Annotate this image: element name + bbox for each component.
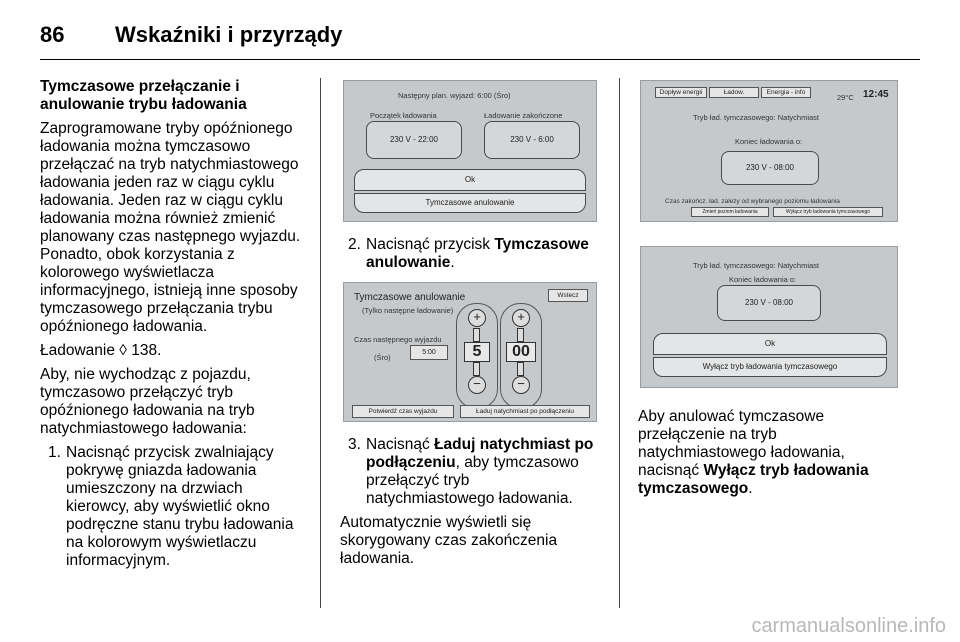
step-button-name: Ładuj natychmiast po podłączeniu <box>366 436 594 471</box>
charge-now-button[interactable]: Ładuj natychmiast po podłączeniu <box>460 405 590 418</box>
step-list <box>340 236 602 272</box>
disable-temp-mode-button[interactable]: Wyłącz tryb ładowania tymczasowego <box>653 357 887 377</box>
back-button[interactable]: Wstecz <box>548 289 588 302</box>
paragraph <box>638 408 900 498</box>
reference-page-link[interactable]: 138 <box>131 342 158 359</box>
charge-end-label: Koniec ładowania o: <box>729 275 797 284</box>
display-screen-charge-plan <box>343 80 597 222</box>
step-number: 2. <box>348 236 361 253</box>
reference-end: . <box>157 342 162 359</box>
paragraph: Zaprogramowane tryby opóźnionego ładowania można tymczasowo przełączać na tryb natychmiastowego ładowania jeden raz w ciągu cyklu ładowania. Jeden raz w ciągu cyklu ładowania można również zmienić planowany czas następnego wyjazdu. Ponadto, obok korzystania z kolorowego wyświetlacza informacyjnego, istnieją inne sposoby tymczasowego przełączania trybu opóźnionego ładowania. <box>40 120 301 335</box>
hour-minus-button[interactable]: − <box>468 376 486 394</box>
temporary-cancel-button[interactable]: Tymczasowe anulowanie <box>354 193 586 213</box>
hour-slider-stem <box>473 362 480 376</box>
ok-button[interactable]: Ok <box>653 333 887 355</box>
list-item <box>340 236 602 272</box>
charge-note: Czas zakończ. ład. zależy od wybranego poziomu ładowania <box>665 198 840 205</box>
charge-end-label: Ładowanie zakończone <box>484 111 563 120</box>
charge-end-value: 230 V - 08:00 <box>717 285 821 321</box>
charge-start-button[interactable]: 230 V - 22:00 <box>366 121 462 159</box>
hour-slider-stem <box>473 328 480 342</box>
watermark: carmanualsonline.info <box>751 615 946 637</box>
charge-end-button[interactable]: 230 V - 6:00 <box>484 121 580 159</box>
screen-subtitle: (Tylko następne ładowanie) <box>362 306 454 315</box>
step-text-end: , aby tymczasowo przełączyć tryb natychmiastowego ładowania. <box>366 454 579 507</box>
charge-end-label: Koniec ładowania o: <box>735 137 803 146</box>
minute-slider-stem <box>517 328 524 342</box>
list-item <box>40 444 310 570</box>
tab-energy-info[interactable]: Energia - info <box>761 87 811 98</box>
ok-button[interactable]: Ok <box>354 169 586 191</box>
step-number: 1. <box>48 444 61 461</box>
section-heading: Tymczasowe przełączanie i anulowanie trybu ładowania <box>40 78 247 113</box>
change-level-button[interactable]: Zmień poziom ładowania <box>691 207 769 217</box>
screen-title: Tymczasowe anulowanie <box>354 292 466 303</box>
charge-end-value: 230 V - 08:00 <box>721 151 819 185</box>
display-screen-charging-status <box>640 80 898 222</box>
tab-charging[interactable]: Ładow. <box>709 87 759 98</box>
minute-digit: 00 <box>506 342 536 362</box>
reference-arrow-icon: ◊ <box>119 342 127 359</box>
step-list <box>40 444 310 570</box>
column-divider <box>320 78 321 608</box>
column-1 <box>40 78 310 570</box>
charge-mode-text: Tryb ład. tymczasowego: Natychmiast <box>693 261 820 270</box>
page-number: 86 <box>40 22 65 47</box>
departure-time-label: Czas następnego wyjazdu <box>354 335 442 344</box>
step-list <box>340 436 602 508</box>
disable-temp-mode-button[interactable]: Wyłącz tryb ładowania tymczasowego <box>773 207 883 217</box>
cross-reference <box>40 342 310 360</box>
next-departure-text: Następny plan. wyjazd: 6:00 (Śro) <box>398 91 511 100</box>
step-text: Nacisnąć <box>366 436 435 453</box>
reference-label: Ładowanie <box>40 342 115 359</box>
column-divider <box>619 78 620 608</box>
minute-minus-button[interactable]: − <box>512 376 530 394</box>
clock: 12:45 <box>863 89 889 100</box>
page-title: Wskaźniki i przyrządy <box>115 22 343 47</box>
temperature: 29°C <box>837 93 854 102</box>
minute-plus-button[interactable]: + <box>512 309 530 327</box>
departure-time-field: 5:00 <box>410 345 448 360</box>
charge-start-label: Początek ładowania <box>370 111 437 120</box>
minute-slider-stem <box>517 362 524 376</box>
display-screen-charge-popup <box>640 246 898 388</box>
step-number: 3. <box>348 436 361 453</box>
paragraph-text: Aby anulować tymczasowe przełączenie na tryb natychmiastowego ładowania, nacisnąć <box>638 408 845 479</box>
step-text: Nacisnąć przycisk <box>366 236 495 253</box>
step-text: Nacisnąć przycisk zwalniający pokrywę gniazda ładowania umieszczony na drzwiach kierowcy, aby wyświetlić okno podręczne stanu trybu ładowania na kolorowym wyświetlaczu informacyjnym. <box>66 444 294 569</box>
paragraph-end: . <box>748 480 753 497</box>
hour-digit: 5 <box>464 342 490 362</box>
step-button-name: Tymczasowe anulowanie <box>366 236 589 271</box>
step-text-end: . <box>450 254 455 271</box>
tab-power-flow[interactable]: Dopływ energii <box>655 87 707 98</box>
departure-day: (Śro) <box>374 353 391 362</box>
confirm-departure-button[interactable]: Potwierdź czas wyjazdu <box>352 405 454 418</box>
button-name: Wyłącz tryb ładowania tymczasowego <box>638 462 869 497</box>
header-rule <box>40 59 920 60</box>
display-screen-temporary-cancel <box>343 282 597 422</box>
hour-plus-button[interactable]: + <box>468 309 486 327</box>
page-header <box>40 10 920 60</box>
paragraph: Automatycznie wyświetli się skorygowany czas zakończenia ładowania. <box>340 514 558 567</box>
list-item <box>340 436 602 508</box>
charge-mode-text: Tryb ład. tymczasowego: Natychmiast <box>693 113 820 122</box>
paragraph: Aby, nie wychodząc z pojazdu, tymczasowo przełączyć tryb opóźnionego ładowania na tryb natychmiastowego ładowania: <box>40 366 255 437</box>
